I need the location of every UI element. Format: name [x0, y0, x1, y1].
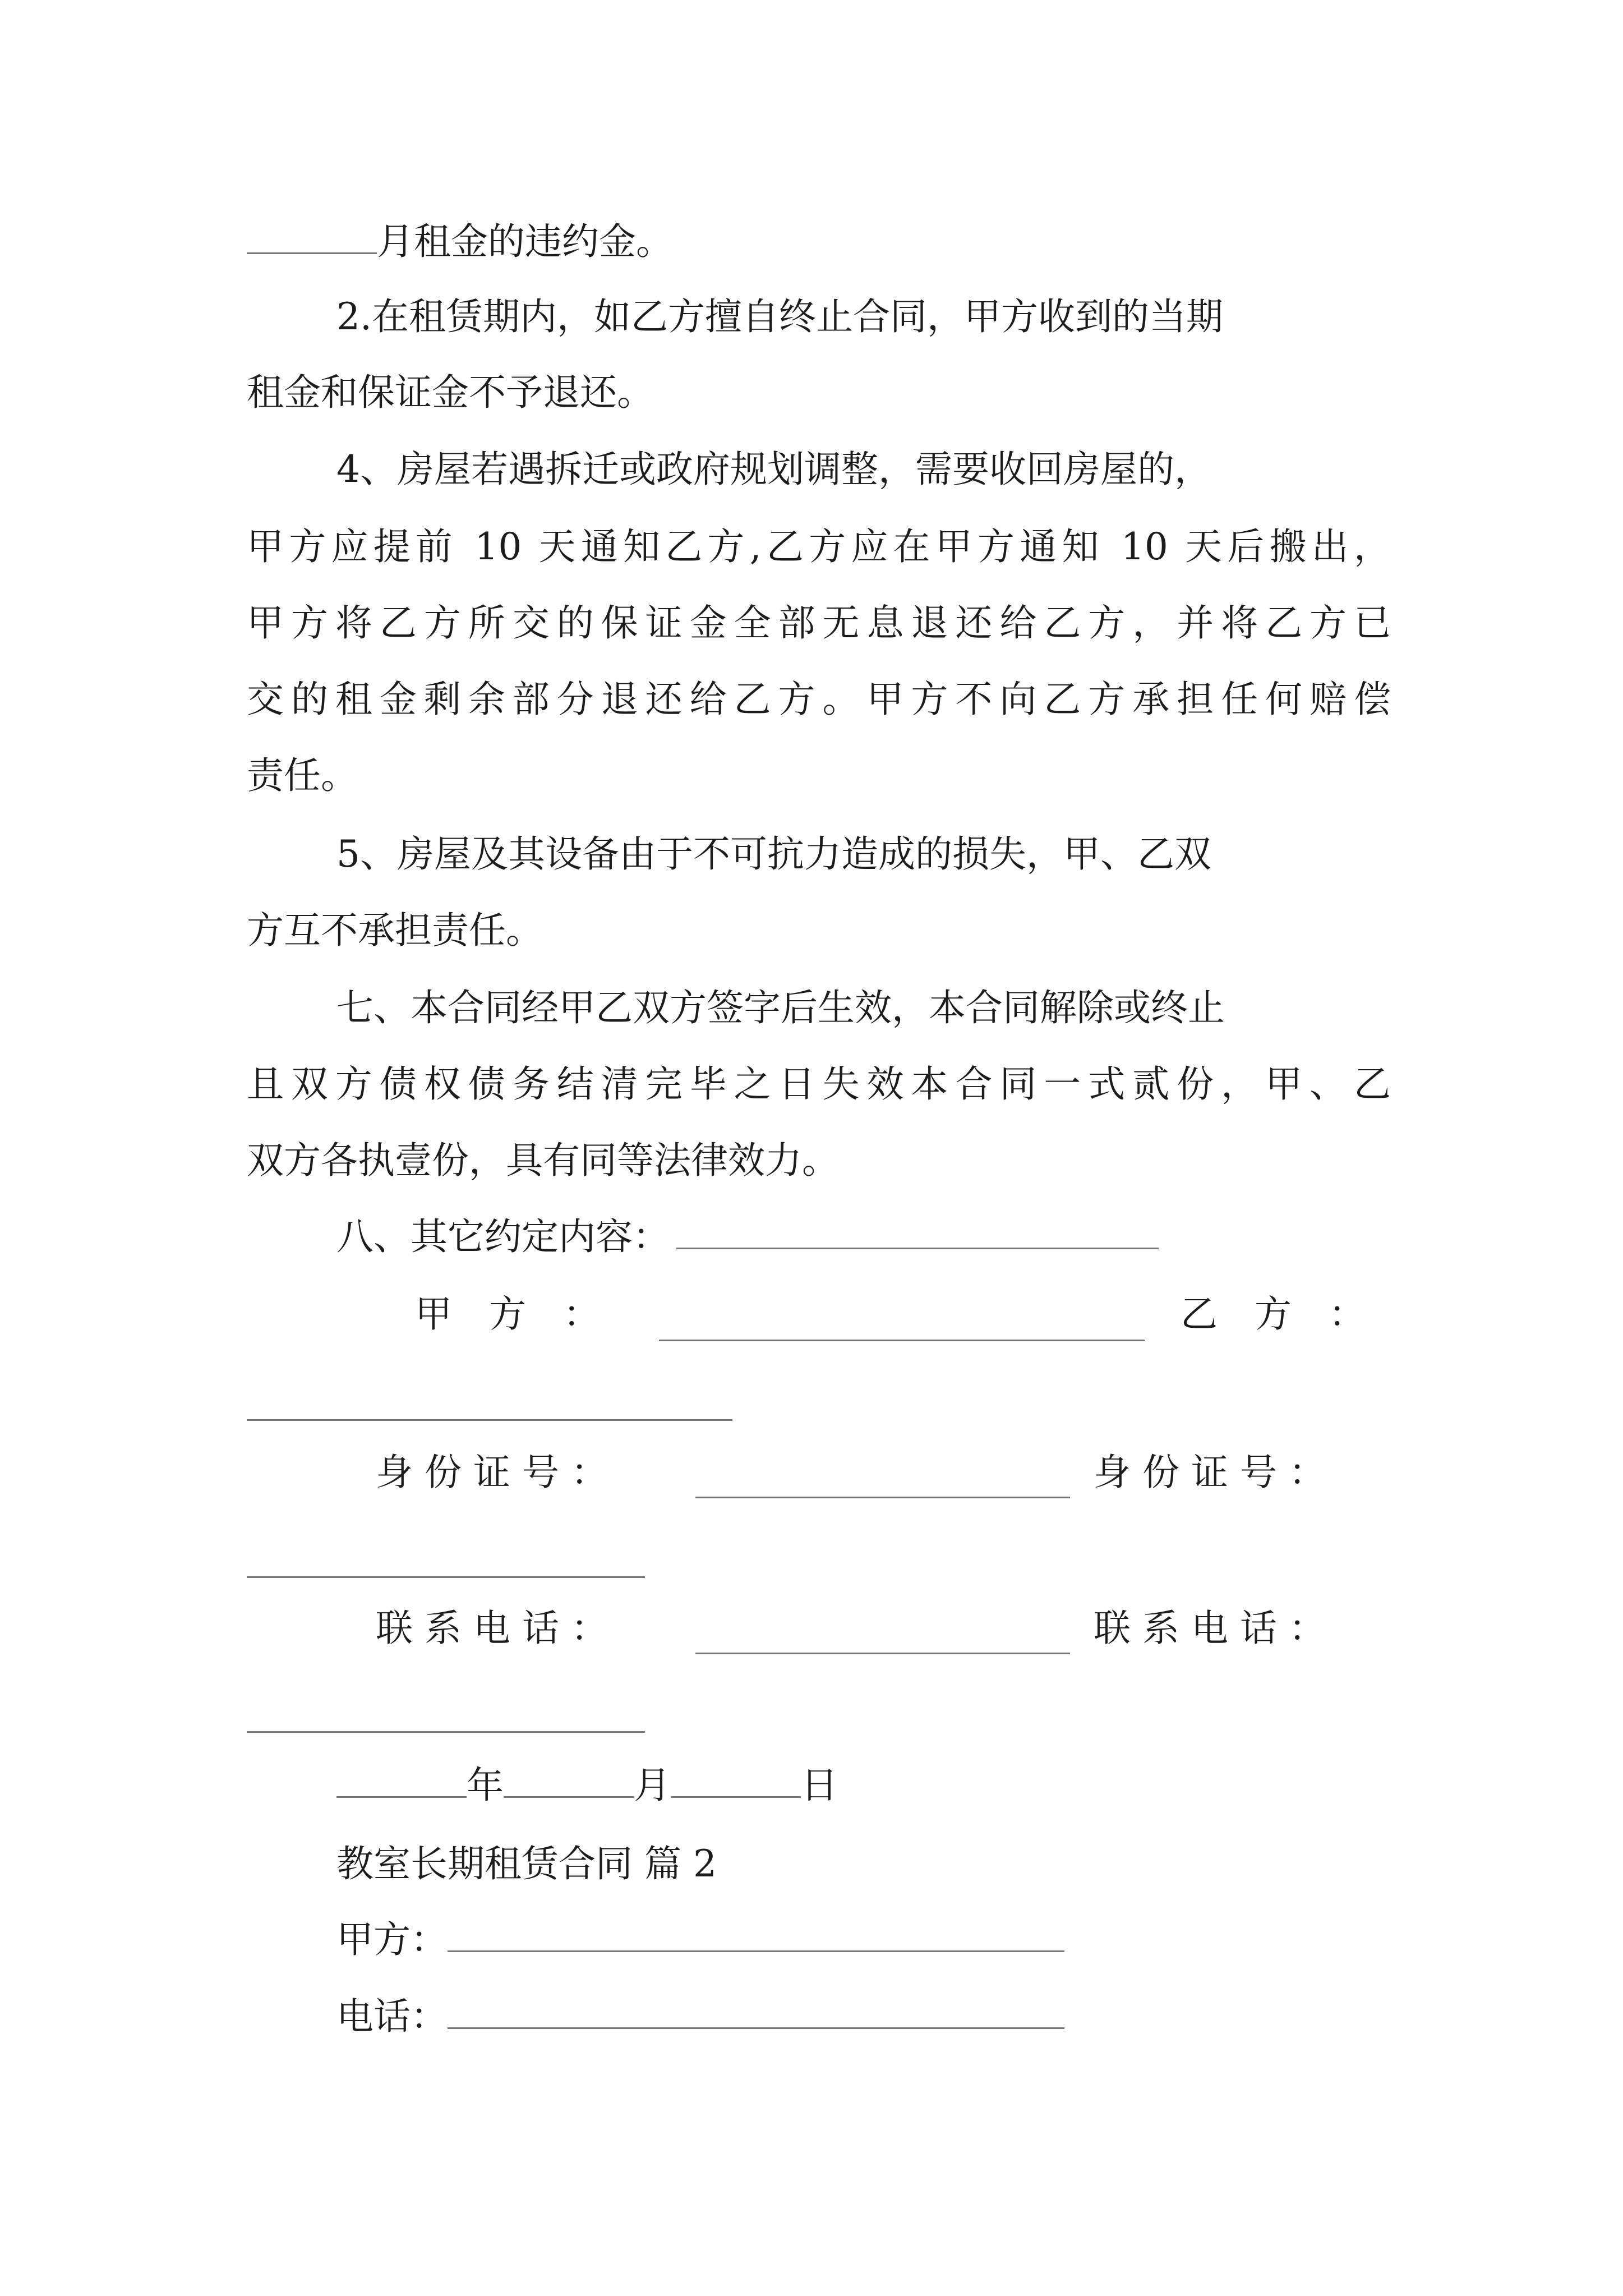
party-a-phone-label: 联 系 电 话 ： — [376, 1607, 608, 1650]
section-2-phone-label: 电话： — [336, 1995, 448, 2038]
section-2-party-a-line — [336, 1918, 1064, 1961]
clause-4-line-3: 甲方将乙方所交的保证金全部无息退还给乙方，并将乙方已 — [247, 601, 1391, 645]
clause-4-line-4: 交的租金剩余部分退还给乙方。甲方不向乙方承担任何赔偿 — [247, 678, 1391, 721]
month-label: 月 — [634, 1764, 671, 1807]
clause-5-line-1: 5、房屋及其设备由于不可抗力造成的损失，甲、乙双 — [336, 832, 1211, 876]
party-b-label: 乙 方 ： — [1181, 1292, 1366, 1336]
day-label: 日 — [801, 1764, 838, 1807]
other-terms-label: 八、其它约定内容： — [336, 1215, 670, 1258]
clause-7-line-3: 双方各执壹份，具有同等法律效力。 — [247, 1139, 839, 1182]
clause-4-line-5: 责任。 — [247, 754, 358, 797]
month-blank — [504, 1796, 634, 1798]
clause-7-line-1: 七、本合同经甲乙双方签字后生效，本合同解除或终止 — [336, 986, 1225, 1029]
clause-4-line-1: 4、房屋若遇拆迁或政府规划调整，需要收回房屋的， — [336, 448, 1211, 491]
party-b-id-label: 身 份 证 号 ： — [1094, 1451, 1326, 1494]
section-2-party-a-label: 甲方： — [336, 1918, 448, 1961]
party-b-id-blank — [247, 1576, 645, 1578]
clause-7-line-2: 且双方债权债务结清完毕之日失效本合同一式贰份，甲、乙 — [247, 1062, 1391, 1106]
party-b-phone-label: 联 系 电 话 ： — [1094, 1607, 1326, 1650]
penalty-line — [247, 220, 673, 263]
party-a-phone-blank — [695, 1653, 1070, 1654]
section-2-phone-line — [336, 1995, 1064, 2038]
section-2-title: 教室长期租赁合同 篇 2 — [336, 1842, 717, 1885]
party-a-blank — [659, 1340, 1145, 1341]
clause-2-line-2: 租金和保证金不予退还。 — [247, 371, 654, 414]
party-b-phone-blank — [247, 1731, 645, 1733]
party-a-label: 甲 方 ： — [415, 1292, 600, 1336]
clause-4-line-2: 甲方应提前 10 天通知乙方,乙方应在甲方通知 10 天后搬出， — [247, 525, 1391, 568]
other-terms-blank — [676, 1248, 1159, 1249]
year-blank — [336, 1796, 467, 1798]
blank-field — [247, 252, 377, 254]
clause-5-line-2: 方互不承担责任。 — [247, 909, 543, 952]
party-a-id-blank — [695, 1497, 1070, 1498]
section-2-phone-blank — [448, 2027, 1064, 2029]
day-blank — [671, 1796, 801, 1798]
year-label: 年 — [467, 1764, 504, 1807]
date-line — [336, 1764, 838, 1807]
clause-2-line-1: 2.在租赁期内，如乙方擅自终止合同，甲方收到的当期 — [336, 295, 1223, 338]
clause-8-line — [336, 1215, 1159, 1258]
penalty-text: 月租金的违约金。 — [377, 220, 673, 263]
party-b-blank — [247, 1419, 732, 1421]
party-a-id-label: 身 份 证 号 ： — [376, 1451, 608, 1494]
section-2-party-a-blank — [448, 1950, 1064, 1952]
